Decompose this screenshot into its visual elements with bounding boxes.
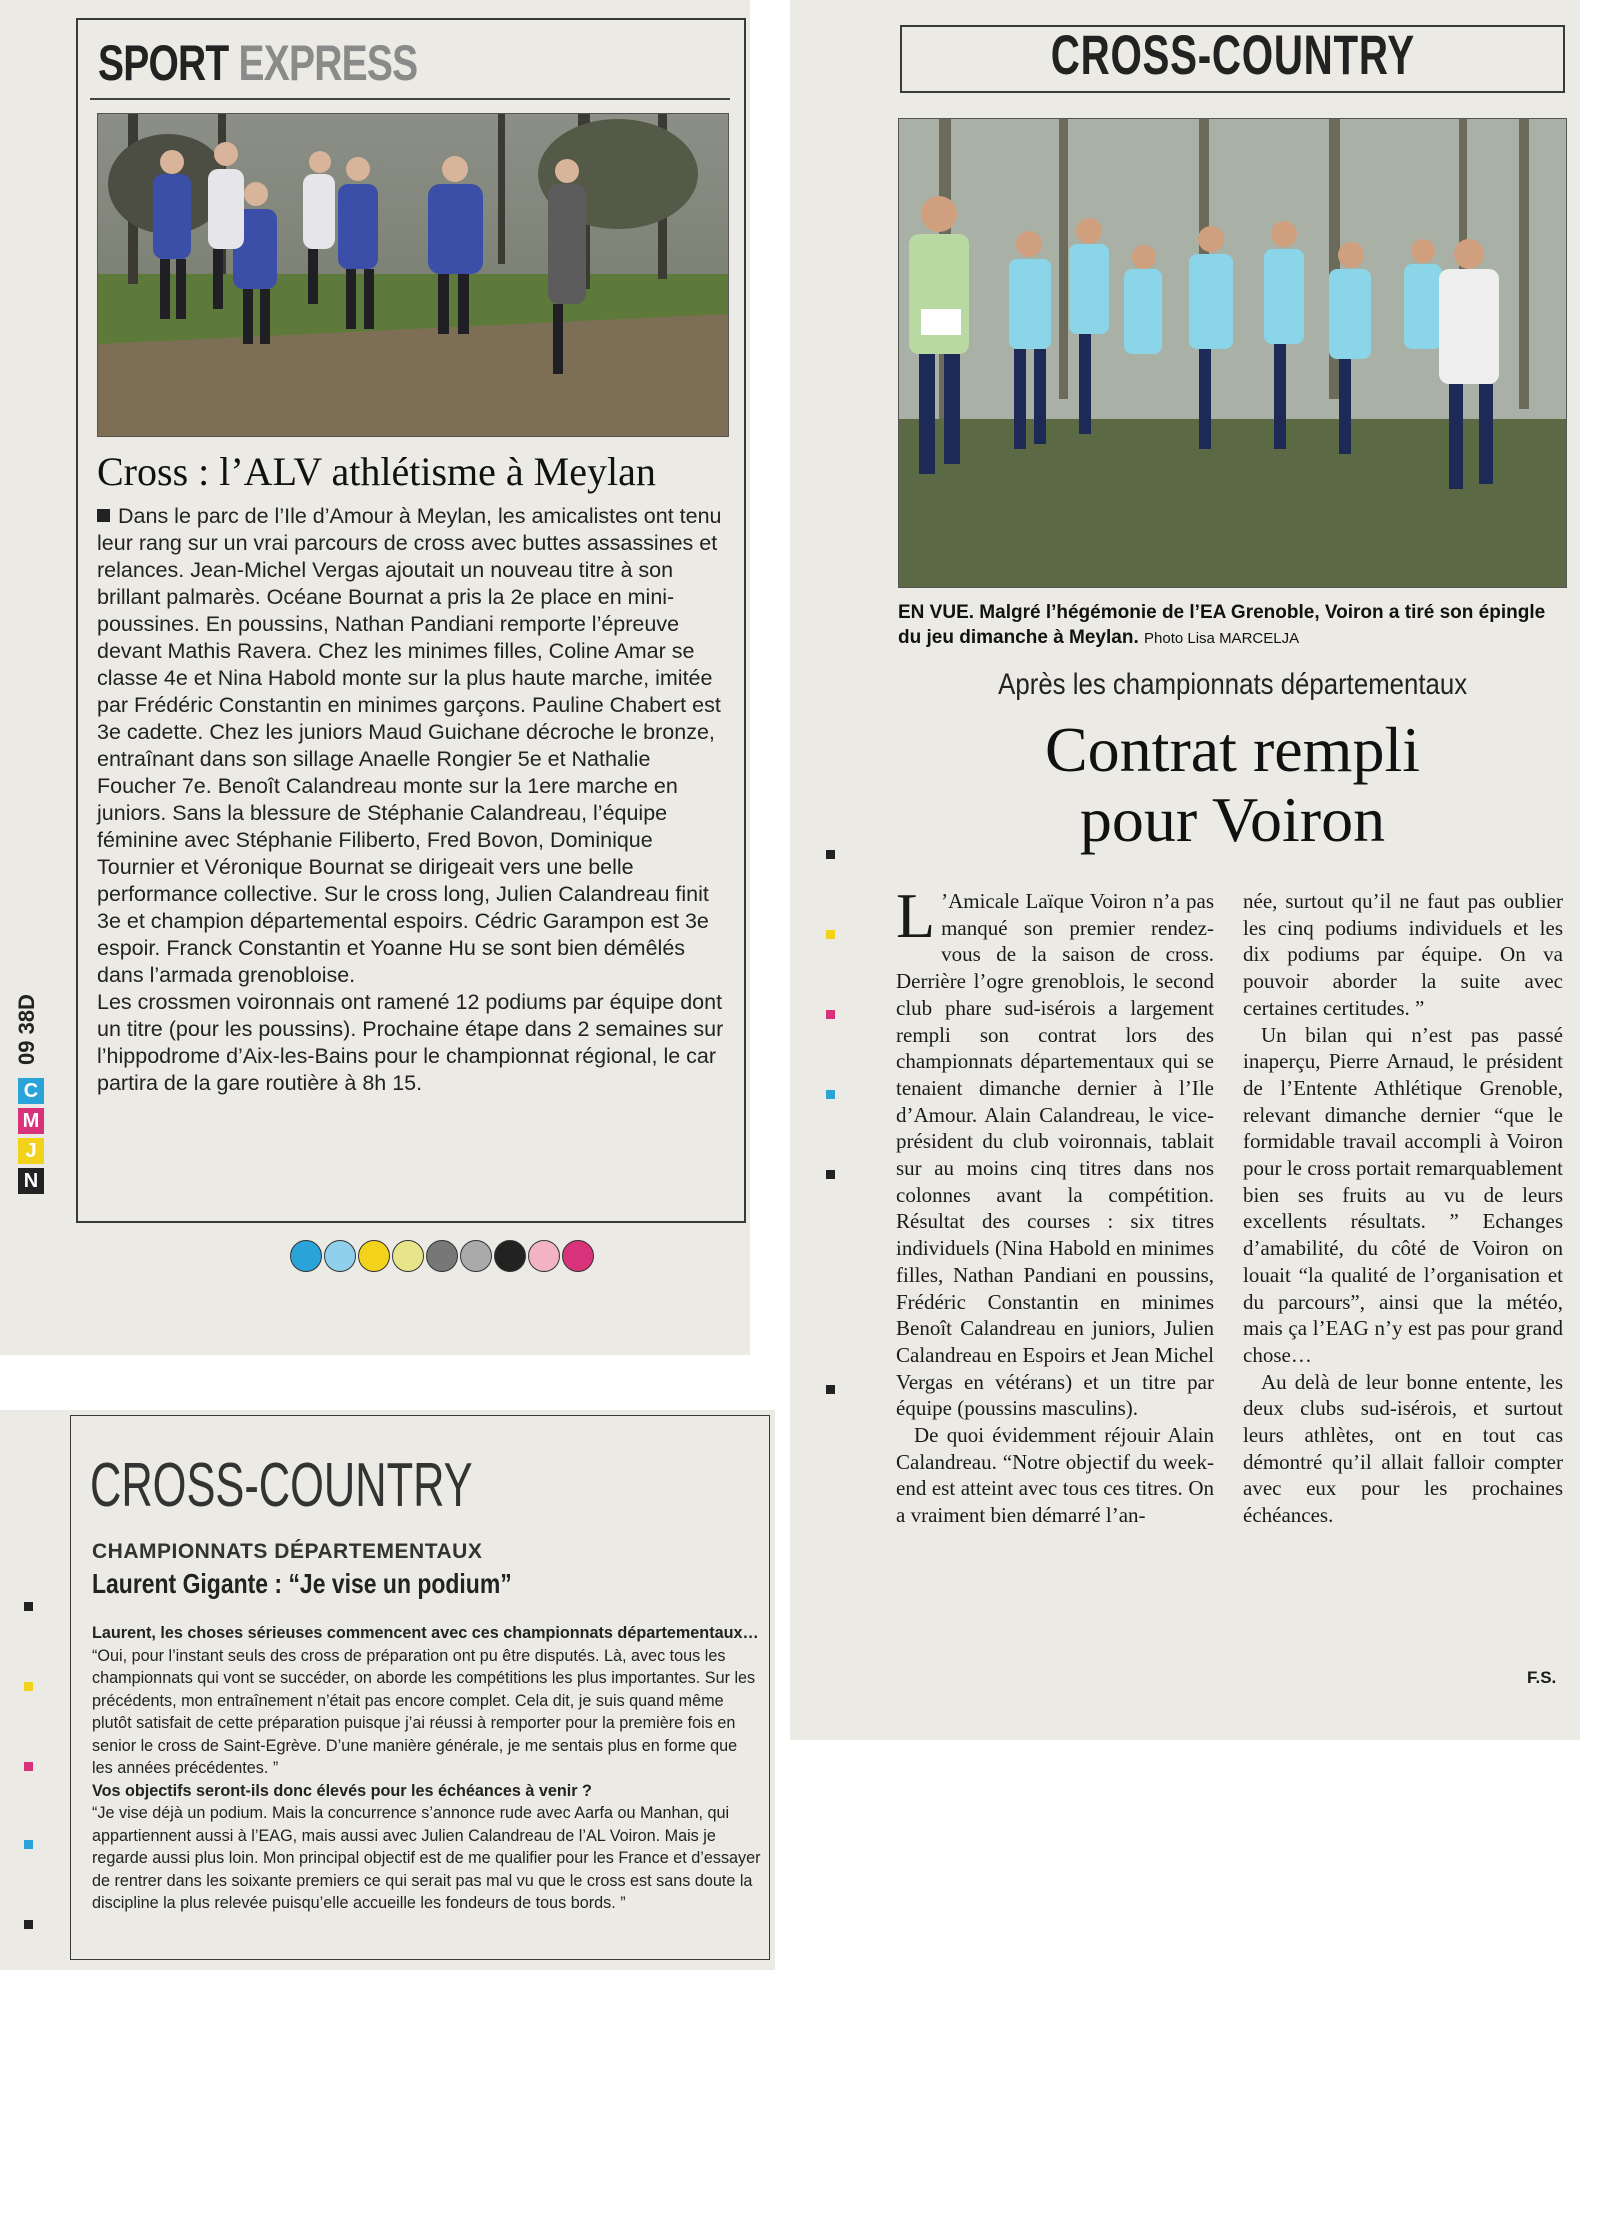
photo-caption	[898, 600, 1565, 651]
runners-group-photo	[97, 113, 729, 437]
bottom-section-title: CROSS-COUNTRY	[90, 1451, 473, 1520]
right-section-title: CROSS-COUNTRY	[1050, 23, 1415, 86]
article-column-1	[896, 880, 1214, 1529]
interview-headline: Laurent Gigante : “Je vise un podium”	[92, 1568, 512, 1599]
print-code: 09 38D	[14, 994, 39, 1065]
register-mark-black-2	[826, 1170, 835, 1179]
register-mark-black-b	[24, 1602, 33, 1611]
col1-paragraph-1: ’Amicale Laïque Voiron n’a pas manqué son premier rendez-vous de la saison de cross. Derrière l’ogre grenoblois, le second club phare sud-isérois a largement rempli son contrat lors des championnats départementaux qui se tenaient dimanche dernier à l’Ile d’Amour. Alain Calandreau, le vice-président du club voironnais, tablait sur au moins cinq titres dans nos colonnes avant la compétition. Résultat des courses : six titres individuels (Nina Habold en minimes filles, Nathan Pandiani en poussins, Frédéric Constantin en minimes Benoît Calandreau en juniors, Julien Calandreau en Espoirs et Jean Michel Vergas en vétérans) et un titre par équipe (poussins masculins).	[896, 889, 1214, 1421]
register-mark-yellow-b	[24, 1682, 33, 1691]
register-mark-black-3	[826, 1385, 835, 1394]
right-clipping	[790, 0, 1580, 1740]
section-title-express: EXPRESS	[238, 35, 418, 91]
cross-race-photo	[898, 118, 1567, 588]
bottom-clipping	[0, 1410, 775, 1970]
register-mark-magenta	[826, 1010, 835, 1019]
caption-text: EN VUE. Malgré l’hégémonie de l’EA Grenoble, Voiron a tiré son épingle du jeu dimanche à Meylan.	[898, 602, 1546, 648]
answer-2: “Je vise déjà un podium. Mais la concurrence s’annonce rude avec Aarfa ou Manhan, qui appartiennent aussi à l’EAG, mais aussi avec Julien Calandreau de l’AL Voiron. Mais je regarde aussi plus loin. Mon principal objectif est de me qualifier pour les France et d’essayer de rentrer dans les soixante premiers ce qui serait pas mal vu que le cross est sans doute la discipline la plus relevée puisqu’elle accueille les fondeurs de tous bords. ”	[92, 1804, 761, 1912]
question-2: Vos objectifs seront-ils donc élevés pour les échéances à venir ?	[92, 1781, 592, 1800]
bullet-square-icon	[97, 509, 110, 522]
col2-paragraph-1: née, surtout qu’il ne faut pas oublier les cinq podiums individuels et les dix podiums par équipe. On va pouvoir aborder la suite avec certaines certitudes. ”	[1243, 889, 1563, 1020]
drop-cap: L	[896, 880, 936, 951]
left-body	[97, 503, 729, 1097]
col1-paragraph-2: De quoi évidemment réjouir Alain Calandreau. “Notre objectif du week-end est atteint avec tous ces titres. On a vraiment bien démarré l’an-	[896, 1423, 1214, 1528]
interview-body	[92, 1622, 762, 1915]
register-mark-black	[826, 850, 835, 859]
cmjn-color-marks	[18, 1078, 44, 1198]
register-mark-cyan	[826, 1090, 835, 1099]
col2-paragraph-3: Au delà de leur bonne entente, les deux clubs sud-isérois, et surtout leurs athlètes, ont en tout cas démontré qu’il allait falloir compter avec eux pour les prochaines échéances.	[1243, 1369, 1563, 1528]
left-paragraph-1: Dans le parc de l’Ile d’Amour à Meylan, les amicalistes ont tenu leur rang sur un vrai parcours de cross avec buttes assassines et relances. Jean-Michel Vergas ajoutait un nouveau titre à son brillant palmarès. Océane Bournat a pris la 2e place en mini-poussines. En poussins, Nathan Pandiani remporte l’épreuve devant Mathis Ravera. Chez les minimes filles, Coline Amar se classe 4e et Nina Habold monte sur la plus haute marche, imitée par Frédéric Constantin en minimes garçons. Pauline Chabert est 3e cadette. Chez les juniors Maud Guichane décroche le bronze, entraînant dans son sillage Anaelle Rongier 5e et Nathalie Foucher 7e. Benoît Calandreau monte sur la 1ere marche en juniors. Sans la blessure de Stéphanie Calandreau, l’équipe féminine avec Stéphanie Filiberto, Fred Bovon, Dominique Tournier et Véronique Bournat se dirigeait vers une belle performance collective. Sur le cross long, Julien Calandreau finit 3e et champion départemental espoirs. Cédric Garampon est 3e espoir. Franck Constantin et Yoanne Hu se sont bien démêlés dans l’armada grenobloise.	[97, 504, 722, 987]
answer-1: “Oui, pour l’instant seuls des cross de préparation ont pu être disputés. Là, avec tous les championnats qui vont se succéder, on aborde les compétitions les plus importantes. Sur les précédents, mon entraînement n’était pas encore complet. Cela dit, je suis quand même plutôt satisfait de cette préparation puisque j’ai réussi à remporter pour la première fois en senior le cross de Saint-Egrève. D’une manière générale, je me sentais plus en forme que les années précédentes. ”	[92, 1646, 756, 1777]
register-mark-black-c	[24, 1920, 33, 1929]
left-paragraph-2: Les crossmen voironnais ont ramené 12 podiums par équipe dont un titre (pour les poussins). Prochaine étape dans 2 semaines sur l’hippodrome d’Aix-les-Bains pour le championnat régional, le car partira de la gare routière à 8h 15.	[97, 990, 724, 1095]
headline-line-2: pour Voiron	[1079, 784, 1386, 855]
section-title-sport: SPORT	[98, 35, 229, 91]
register-mark-cyan-b	[24, 1840, 33, 1849]
cyan-mark: C	[18, 1078, 44, 1104]
headline-line-1: Contrat rempli	[1044, 714, 1421, 785]
article-column-2	[1243, 888, 1563, 1529]
signature: F.S.	[1527, 1668, 1557, 1687]
kicker: Après les championnats départementaux	[998, 668, 1467, 701]
magenta-mark: M	[18, 1108, 44, 1134]
left-headline: Cross : l’ALV athlétisme à Meylan	[97, 449, 656, 494]
photo-credit: Photo Lisa MARCELJA	[1144, 630, 1300, 647]
left-clipping	[0, 0, 750, 1355]
bottom-subtitle: CHAMPIONNATS DÉPARTEMENTAUX	[92, 1540, 483, 1563]
sport-express-header	[90, 26, 730, 100]
question-1: Laurent, les choses sérieuses commencent avec ces championnats départementaux…	[92, 1624, 759, 1642]
register-mark-magenta-b	[24, 1762, 33, 1771]
register-mark-yellow	[826, 930, 835, 939]
color-registration-dots	[290, 1240, 596, 1277]
black-mark: N	[18, 1168, 44, 1194]
yellow-mark: J	[18, 1138, 44, 1164]
main-headline	[900, 715, 1565, 855]
col2-paragraph-2: Un bilan qui n’est pas passé inaperçu, Pierre Arnaud, le président de l’Entente Athlétique Grenoble, relevant dimanche dernier “que le formidable travail accompli à Voiron pour le cross portait remarquablement bien ses fruits au vu de leurs excellents résultats. ” Echanges d’amabilité, du côté de Voiron on louait “la qualité de l’organisation et du parcours”, ainsi que la météo, mais ça l’EAG n’y est pas pour grand chose…	[1243, 1022, 1563, 1367]
